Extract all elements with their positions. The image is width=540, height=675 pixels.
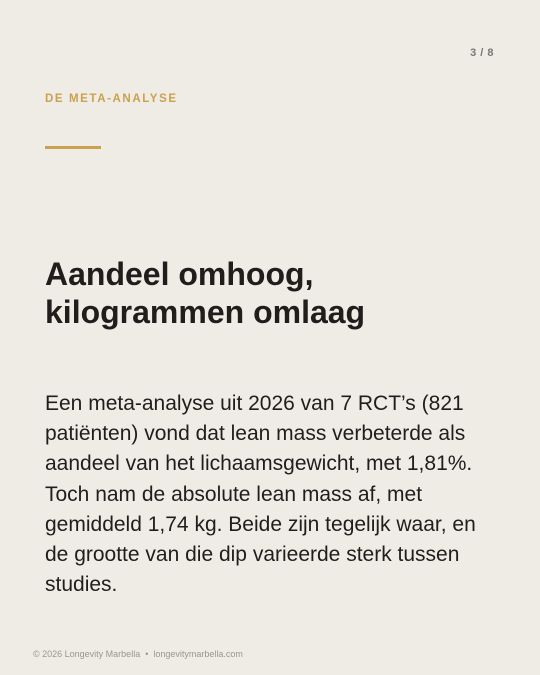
title-line-1: Aandeel omhoog,: [45, 256, 314, 292]
footer-separator: •: [145, 649, 149, 659]
footer-copyright: © 2026 Longevity Marbella: [33, 649, 141, 659]
footer: [33, 649, 243, 659]
accent-divider: [45, 146, 101, 149]
body-paragraph: Een meta-analyse uit 2026 van 7 RCT’s (821 patiënten) vond dat lean mass verbeterde als aandeel van het lichaamsgewicht, met 1,81%. Toch nam de absolute lean mass af, met gemiddeld 1,74 kg. Beide zijn tegelijk waar, en de grootte van die dip varieerde sterk tussen studies.: [45, 392, 476, 597]
footer-website-link[interactable]: longevitymarbella.com: [153, 649, 243, 659]
title-line-2: kilogrammen omlaag: [45, 294, 366, 330]
page-counter: 3 / 8: [470, 47, 494, 59]
section-eyebrow: DE META-ANALYSE: [45, 93, 178, 105]
slide-title: [45, 255, 495, 331]
